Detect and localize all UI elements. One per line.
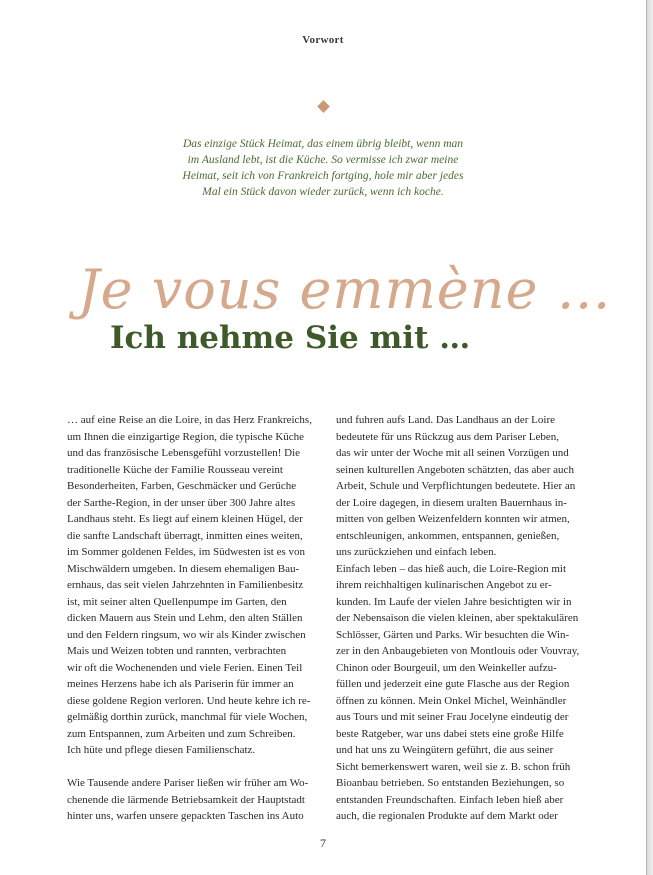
body-line: entstanden Freundschaften. Einfach leben hieß aber [336,793,564,806]
running-header: Vorwort [302,34,344,46]
body-line: um Ihnen die einzigartige Region, die typische Küche [67,430,305,443]
body-line: ihrem reichhaltigen kulinarischen Angebot zu er- [336,579,552,591]
paragraph-gap [67,759,313,776]
epigraph-quote [163,136,483,200]
script-title-french: Je vous emmène … [78,258,612,321]
body-line: Besonderheiten, Farben, Geschmäcker und Gerüche [67,480,297,492]
body-line: beste Ratgeber, war uns dabei stets eine große Hilfe [336,727,564,740]
body-line: der Loire dagegen, in diesem uralten Bauernhaus in- [336,496,567,509]
body-line: im Sommer goldenen Feldes, im Südwesten ist es von [67,546,306,558]
body-line: mitten von gelben Weizenfeldern konnten wir atmen, [336,513,570,525]
body-line: und hat uns zu Weingütern geführt, die aus seiner [336,744,554,756]
body-line: öffnen zu können. Mein Onkel Michel, Weinhändler [336,694,567,707]
body-line: chenende die lärmende Betriebsamkeit der Hauptstadt [67,793,305,806]
body-line: ist, mit seiner alten Quellenpumpe im Garten, den [67,595,287,608]
body-line: zum Entspannen, zum Arbeiten und zum Schreiben. [67,727,296,740]
body-line: kunden. Im Laufe der vielen Jahre besichtigten wir in [336,595,572,608]
text-column-right [336,412,584,825]
body-line: Bioanbau betrieben. So entstanden Beziehungen, so [336,777,565,789]
body-line: diese goldene Region verloren. Und heute kehre ich re- [67,694,311,707]
epigraph-line: Das einzige Stück Heimat, das einem übrig bleibt, wenn man [182,138,464,150]
body-line: wir oft die Wochenenden und viele Ferien. Einen Teil [67,661,303,674]
body-line: meines Herzens habe ich als Pariserin für immer an [67,678,294,690]
body-line: … auf eine Reise an die Loire, in das Herz Frankreichs, [67,414,312,426]
body-line: dicken Mauern aus Stein und Lehm, den alten Ställen [67,612,303,624]
text-column-left [67,412,313,825]
body-line: Ich hüte und pflege diesen Familienschatz. [67,744,256,756]
body-line: Chinon oder Bourgeuil, um den Weinkeller aufzu- [336,661,557,674]
epigraph-line: Mal ein Stück davon wieder zurück, wenn ich koche. [202,186,444,198]
body-line: der Nebensaison die vielen kleinen, aber spektakulären [336,612,579,624]
body-line: auch, die regionalen Produkte auf dem Markt oder [336,810,558,822]
body-line: die sanfte Landschaft überragt, inmitten eines weiten, [67,529,303,542]
body-line: gelmäßig dorthin zurück, manchmal für viele Wochen, [67,711,308,723]
body-line: seinen kulturellen Angeboten schätzten, das aber auch [336,463,574,476]
body-line: Sicht bemerkenswert waren, weil sie z. B. schon früh [336,760,571,773]
body-line: das wir unter der Woche mit all seinen Vorzügen und [336,447,569,459]
body-line: Mais und Weizen tobten und rannten, verbrachten [67,645,287,657]
body-line: Arbeit, Schule und Verpflichtungen bedeutete. Hier an [336,480,576,492]
body-line: ernhaus, das seit vielen Jahrzehnten in Familienbesitz [67,579,304,591]
body-line: Einfach leben – das hieß auch, die Loire-Region mit [336,562,567,575]
body-line: und das französische Lebensgefühl vorzustellen! Die [67,447,301,459]
body-line: uns zurückziehen und einfach leben. [336,546,497,558]
page-edge-line [646,0,647,875]
page-title: Ich nehme Sie mit … [110,320,471,356]
body-line: der Sarthe-Region, in der unser über 300 Jahre altes [67,496,296,509]
body-line: Wie Tausende andere Pariser ließen wir früher am Wo- [67,777,309,789]
body-line: bedeutete für uns Rückzug aus dem Pariser Leben, [336,430,559,443]
body-line: traditionelle Küche der Familie Rousseau vereint [67,463,283,476]
body-line: Mischwäldern umgeben. In diesem ehemaligen Bau- [67,562,300,575]
body-line: Schlösser, Gärten und Parks. Wir besuchten die Win- [336,628,570,641]
page-number: 7 [320,836,326,850]
body-line: und den Feldern ringsum, wo wir als Kinder zwischen [67,628,306,641]
body-line: aus Tours und mit seiner Frau Jocelyne eindeutig der [336,711,569,723]
body-line: füllen und jederzeit eine gute Flasche aus der Region [336,678,570,690]
epigraph-line: im Ausland lebt, ist die Küche. So vermisse ich zwar meine [187,154,459,166]
diamond-ornament-icon [317,100,330,113]
body-line: zer in den Anbaugebieten von Montlouis oder Vouvray, [336,645,580,657]
body-line: und fuhren aufs Land. Das Landhaus an der Loire [336,414,556,426]
body-line: Landhaus steht. Es liegt auf einem kleinen Hügel, der [67,513,303,525]
page-edge-shadow [646,0,653,875]
epigraph-line: Heimat, seit ich von Frankreich fortging, hole mir aber jedes [182,170,464,182]
body-line: hinter uns, warfen unsere gepackten Taschen ins Auto [67,810,304,822]
body-line: entschleunigen, ankommen, entspannen, genießen, [336,529,560,542]
